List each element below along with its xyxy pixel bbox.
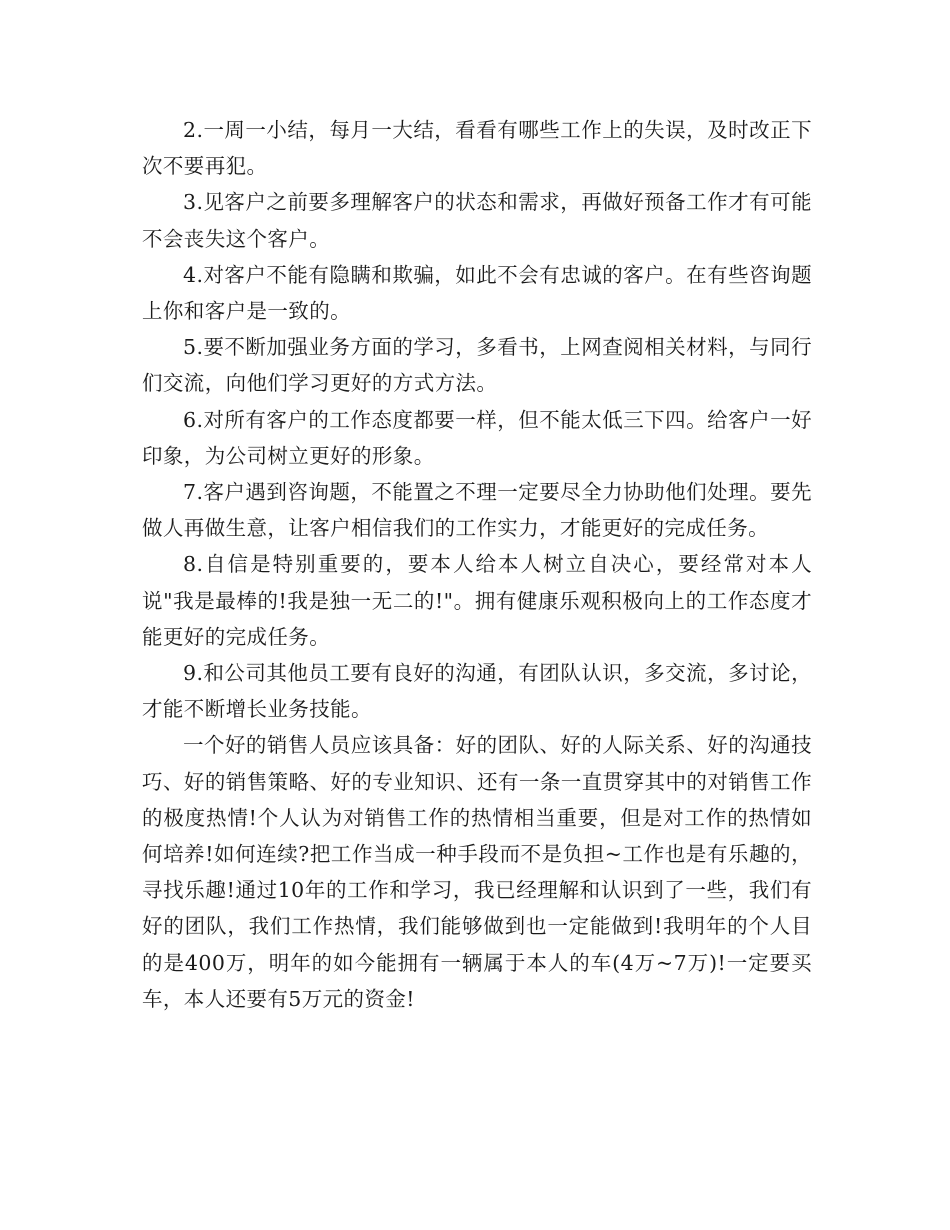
paragraph-item-3: 3.见客户之前要多理解客户的状态和需求，再做好预备工作才有可能不会丧失这个客户。 — [142, 190, 812, 251]
paragraph-item-9: 9.和公司其他员工要有良好的沟通，有团队认识，多交流，多讨论，才能不断增长业务技能。 — [142, 661, 812, 722]
paragraph-item-5: 5.要不断加强业务方面的学习，多看书，上网查阅相关材料，与同行们交流，向他们学习更好的方式方法。 — [142, 335, 812, 396]
paragraph-item-4: 4.对客户不能有隐瞒和欺骗，如此不会有忠诚的客户。在有些咨询题上你和客户是一致的。 — [142, 262, 812, 324]
paragraph-item-6: 6.对所有客户的工作态度都要一样，但不能太低三下四。给客户一好印象，为公司树立更好的形象。 — [142, 407, 812, 468]
document-body — [142, 112, 812, 1017]
paragraph-item-2: 2.一周一小结，每月一大结，看看有哪些工作上的失误，及时改正下次不要再犯。 — [142, 118, 812, 179]
paragraph-item-8: 8.自信是特别重要的，要本人给本人树立自决心，要经常对本人说"我是最棒的!我是独一无二的!"。拥有健康乐观积极向上的工作态度才能更好的完成任务。 — [142, 552, 812, 649]
paragraph-item-7: 7.客户遇到咨询题，不能置之不理一定要尽全力协助他们处理。要先做人再做生意，让客户相信我们的工作实力，才能更好的完成任务。 — [142, 480, 812, 541]
paragraph-summary: 一个好的销售人员应该具备：好的团队、好的人际关系、好的沟通技巧、好的销售策略、好的专业知识、还有一条一直贯穿其中的对销售工作的极度热情!个人认为对销售工作的热情相当重要，但是对工作的热情如何培养!如何连续?把工作当成一种手段而不是负担~工作也是有乐趣的，寻找乐趣!通过10年的工作和学习，我已经理解和认识到了一些，我们有好的团队，我们工作热情，我们能够做到也一定能做到!我明年的个人目的是400万，明年的如今能拥有一辆属于本人的车(4万~7万)!一定要买车，本人还要有5万元的资金! — [142, 733, 812, 1011]
